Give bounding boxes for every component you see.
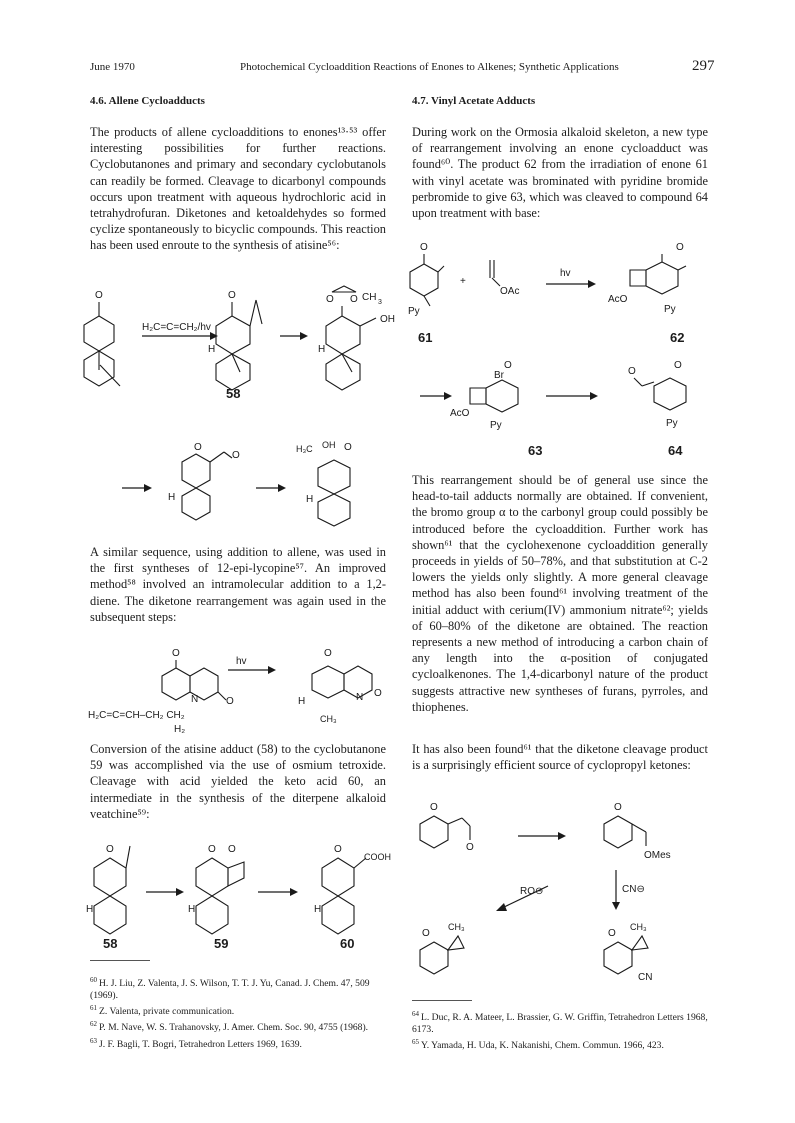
section-title-vinyl-acetate: 4.7. Vinyl Acetate Adducts — [412, 95, 536, 107]
scheme-atisine-cleavage — [110, 440, 370, 530]
svg-text:N: N — [356, 692, 364, 703]
compound-label-61: 61 — [418, 330, 433, 345]
py-label-62: Py — [664, 304, 676, 315]
structure-63 — [450, 360, 518, 431]
allene-paragraph-1: The products of allene cycloadditions to enones¹³·⁵³ offer interesting possibilities for further reactions. Cyclobutanones and primary and secondary cyclobutanols can readily be formed. Cleavage to dicarbonyl compounds occurs upon treatment with aqueous hydrochloric acid in tetrahydrofuran. Diketones and ketoaldehydes so formed cyclize spontaneously to bicyclic compounds. This reaction has been used enroute to the synthesis of atisine⁵⁶: — [90, 125, 386, 253]
ch3-label-left: CH₃ — [448, 922, 465, 932]
svg-text:O: O — [194, 442, 202, 453]
structure-58-repeat — [86, 844, 130, 934]
structure-diketone — [168, 442, 240, 520]
vinyl-paragraph-1: During work on the Ormosia alkaloid skeleton, a new type of rearrangement involving an enone cycloadduct was found⁶⁰. The product 62 from the irradiation of enone 61 with vinyl acetate was brominated with pyridine bromide perbromide to give 63, which was cleaved to compound 64 upon treatment with base: — [412, 125, 708, 221]
svg-text:OH: OH — [380, 314, 395, 325]
allene-paragraph-2: A similar sequence, using addition to allene, was used in the first syntheses of 12-epi-lycopine⁵⁷. An improved method⁵⁸ involved an intramolecular addition to a 1,2-diene. The diketone rearrangement was again used in the subsequent steps: — [90, 545, 386, 624]
footnote-64: $^{64}$ L. Duc, R. A. Mateer, L. Brassier, G. W. Griffin, Tetrahedron Letters 1968, 6173. — [412, 1010, 708, 1036]
svg-text:O: O — [95, 290, 103, 301]
svg-text:H: H — [318, 344, 326, 355]
svg-text:O: O — [226, 696, 234, 707]
svg-text:H: H — [208, 344, 216, 355]
br-label: Br — [494, 370, 504, 381]
svg-text:O: O — [228, 290, 236, 301]
structure-keto-acid — [314, 844, 391, 934]
svg-text:O: O — [172, 648, 180, 659]
svg-text:H₃C: H₃C — [296, 444, 313, 454]
reagent-allene: H₂C=C=CH₂/hv — [142, 322, 211, 333]
svg-text:O: O — [466, 842, 474, 853]
structure-vinyl-acetate — [490, 260, 519, 297]
svg-text:O: O — [628, 366, 636, 377]
compound-label-62: 62 — [670, 330, 685, 345]
omes-label: OMes — [644, 850, 671, 861]
cn-minus-label: CN⊖ — [622, 884, 645, 895]
svg-text:CH: CH — [362, 292, 377, 303]
structure-lycopine-core — [298, 648, 382, 724]
structure-cyclopropyl-nitrile — [604, 922, 652, 983]
svg-text:O: O — [430, 802, 438, 813]
svg-text:O: O — [334, 844, 342, 855]
footnotes-right — [412, 1008, 708, 1052]
ro-label: RO⊖ — [520, 886, 544, 897]
footnote-60: $^{60}$ H. J. Liu, Z. Valenta, J. S. Wilson, T. T. J. Yu, Canad. J. Chem. 47, 509 (1969). — [90, 976, 370, 1002]
diene-h2: H₂ — [174, 724, 186, 735]
reagent-hv: hv — [236, 656, 247, 667]
svg-text:H: H — [188, 904, 196, 915]
svg-text:CH₃: CH₃ — [320, 714, 337, 724]
structure-61 — [408, 242, 444, 317]
footnotes-left — [90, 974, 390, 1051]
svg-text:O: O — [608, 928, 616, 939]
svg-text:O: O — [208, 844, 216, 855]
structure-62 — [608, 242, 686, 315]
compound-label-58b: 58 — [103, 936, 118, 951]
svg-text:H: H — [306, 494, 314, 505]
structure-ketal — [318, 286, 395, 390]
structure-64 — [628, 360, 686, 429]
hv-label: hv — [560, 268, 571, 279]
footnote-61: $^{61}$ Z. Valenta, private communication. — [90, 1004, 235, 1018]
svg-text:+: + — [460, 276, 466, 287]
oac-label: OAc — [500, 286, 520, 297]
svg-text:H: H — [298, 696, 306, 707]
svg-text:O: O — [420, 242, 428, 253]
allene-paragraph-3: Conversion of the atisine adduct (58) to the cyclobutanone 59 was accomplished via the use of osmium tetroxide. Cleavage with acid yielded the keto acid 60, an intermediate in the synthesis of the diterpene alkaloid veatchine⁵⁹: — [90, 742, 386, 821]
cooh-label: COOH — [364, 852, 391, 862]
py-label-64: Py — [666, 418, 678, 429]
svg-text:3: 3 — [378, 299, 382, 306]
svg-text:OH: OH — [322, 440, 336, 450]
vinyl-paragraph-2: This rearrangement should be of general use since the head-to-tail adducts normally are obtained. If convenient, the bromo group α to the carbonyl group could possibly be introduced before the cycloaddition. Further work has shown⁶¹ that the cyclohexenone cycloaddition generally proceeds in yields of 50–78%, and that substitution at C-2 lowers the yields only slightly. A more general cleavage method has also been found⁶¹ involving treatment of the initial adduct with cerium(IV) ammonium nitrate⁶²; yields of 60–80% of the diketone are obtained. The reaction represents a new method of introducing a carbon chain of any length into the α-position of conjugated cycloalkenones. The 1,4-dicarbonyl nature of the product suggests attractive new syntheses of furans, pyrroles, and thiophenes. — [412, 473, 708, 714]
compound-label-63: 63 — [528, 443, 543, 458]
svg-text:N: N — [191, 694, 199, 705]
svg-text:O: O — [504, 360, 512, 371]
aco-label-62: AcO — [608, 294, 628, 305]
structure-diketone-start — [420, 802, 474, 853]
svg-text:H: H — [314, 904, 322, 915]
structure-adduct — [208, 290, 262, 390]
header-date: June 1970 — [90, 61, 135, 73]
compound-label-58: 58 — [226, 386, 241, 401]
compound-label-64: 64 — [668, 443, 683, 458]
aco-label-63: AcO — [450, 408, 470, 419]
ch3-label-right: CH₃ — [630, 922, 647, 932]
footnote-65: $^{65}$ Y. Yamada, H. Uda, K. Nakanishi, Chem. Commun. 1966, 423. — [412, 1038, 664, 1052]
svg-text:O: O — [228, 844, 236, 855]
svg-text:H: H — [86, 904, 94, 915]
py-label-61: Py — [408, 306, 420, 317]
structure-dienyl-lactam — [162, 648, 234, 707]
diene-chain: H₂C=C=CH–CH₂ CH₂ — [88, 710, 185, 721]
svg-text:O: O — [324, 648, 332, 659]
structure-enone-bicyclic — [84, 290, 120, 386]
svg-text:O: O — [676, 242, 684, 253]
structure-cyclobutanone — [188, 844, 244, 934]
svg-text:O: O — [344, 442, 352, 453]
running-title: Photochemical Cycloaddition Reactions of Enones to Alkenes; Synthetic Applications — [240, 61, 619, 73]
py-label-63: Py — [490, 420, 502, 431]
compound-label-60: 60 — [340, 936, 355, 951]
footnote-rule-left — [90, 960, 150, 961]
scheme-vinyl-acetate-2 — [410, 360, 710, 440]
compound-label-59: 59 — [214, 936, 229, 951]
scheme-lycopine — [88, 646, 398, 736]
page-number: 297 — [692, 58, 715, 74]
cn-label: CN — [638, 972, 653, 983]
svg-text:O: O — [374, 688, 382, 699]
svg-text:O: O — [422, 928, 430, 939]
footnote-rule-right — [412, 1000, 472, 1001]
section-title-allene: 4.6. Allene Cycloadducts — [90, 95, 205, 107]
svg-text:O: O — [106, 844, 114, 855]
vinyl-paragraph-3: It has also been found⁶¹ that the diketone cleavage product is a surprisingly efficient source of cyclopropyl ketones: — [412, 742, 708, 773]
footnote-63: $^{63}$ J. F. Bagli, T. Bogri, Tetrahedron Letters 1969, 1639. — [90, 1036, 302, 1050]
footnote-62: $^{62}$ P. M. Nave, W. S. Trahanovsky, J. Amer. Chem. Soc. 90, 4755 (1968). — [90, 1020, 369, 1034]
svg-text:O: O — [232, 450, 240, 461]
structure-cyclopropyl-enone — [420, 922, 465, 974]
scheme-vinyl-acetate-1 — [400, 240, 710, 320]
svg-text:H: H — [168, 492, 176, 503]
svg-text:O: O — [350, 294, 358, 305]
svg-text:O: O — [326, 294, 334, 305]
svg-text:O: O — [674, 360, 682, 371]
structure-mesylate — [604, 802, 671, 861]
scheme-cyclopropyl — [408, 800, 708, 983]
svg-text:O: O — [614, 802, 622, 813]
structure-aldol — [296, 440, 352, 526]
